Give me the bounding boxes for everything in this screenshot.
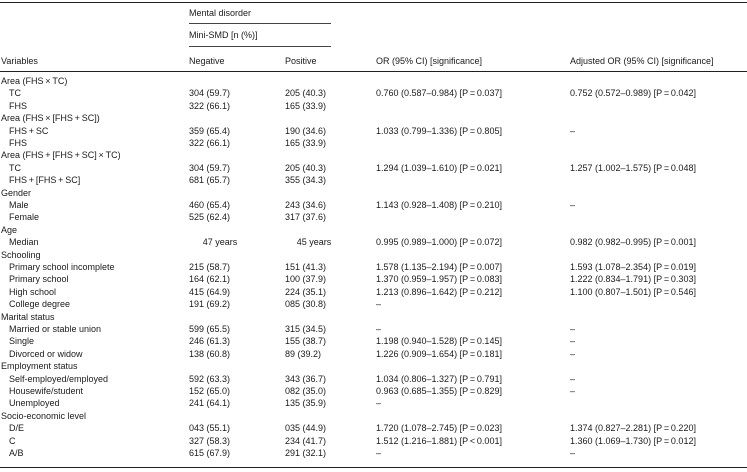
row-label: FHS	[9, 138, 27, 148]
adjusted-or-cell: –	[570, 374, 576, 384]
top-rule	[0, 2, 747, 3]
negative-cell: 525 (62.4)	[189, 212, 231, 222]
header-bottom-rule	[0, 71, 747, 72]
positive-cell: 224 (35.1)	[285, 287, 327, 297]
row-label: Self-employed/employed	[9, 374, 109, 384]
positive-cell: 291 (32.1)	[285, 448, 327, 458]
positive-cell: 151 (41.3)	[285, 262, 327, 272]
row-label: D/E	[9, 423, 25, 433]
negative-cell: 415 (64.9)	[189, 287, 231, 297]
section-label: Gender	[1, 188, 32, 198]
negative-cell: 246 (61.3)	[189, 336, 231, 346]
section-label: Socio-economic level	[1, 411, 87, 421]
positive-cell: 205 (40.3)	[285, 163, 327, 173]
or-cell: 1.370 (0.959–1.957) [P = 0.083]	[376, 274, 502, 284]
or-cell: –	[376, 448, 382, 458]
or-cell: 1.578 (1.135–2.194) [P = 0.007]	[376, 262, 502, 272]
or-cell: 1.512 (1.216–1.881) [P < 0.001]	[376, 436, 502, 446]
negative-cell: 599 (65.5)	[189, 324, 231, 334]
adjusted-or-cell: 1.222 (0.834–1.791) [P = 0.303]	[570, 274, 696, 284]
header-or: OR (95% CI) [significance]	[376, 56, 483, 66]
negative-cell: 327 (58.3)	[189, 436, 231, 446]
or-cell: 1.720 (1.078–2.745) [P = 0.023]	[376, 423, 502, 433]
positive-cell: 317 (37.6)	[285, 212, 327, 222]
row-label: TC	[9, 163, 21, 173]
positive-cell: 89 (39.2)	[285, 349, 322, 359]
or-cell: 0.995 (0.989–1.000) [P = 0.072]	[376, 237, 502, 247]
adjusted-or-cell: 1.257 (1.002–1.575) [P = 0.048]	[570, 163, 696, 173]
negative-cell: 138 (60.8)	[189, 349, 231, 359]
positive-cell: 315 (34.5)	[285, 324, 327, 334]
row-label: Female	[9, 212, 40, 222]
or-cell: 1.143 (0.928–1.408) [P = 0.210]	[376, 200, 502, 210]
row-label: Single	[9, 336, 35, 346]
negative-cell: 164 (62.1)	[189, 274, 231, 284]
negative-cell: 322 (66.1)	[189, 101, 231, 111]
or-cell: –	[376, 299, 382, 309]
negative-cell: 681 (65.7)	[189, 175, 231, 185]
adjusted-or-cell: –	[570, 448, 576, 458]
or-cell: 1.226 (0.909–1.654) [P = 0.181]	[376, 349, 502, 359]
positive-cell: 135 (35.9)	[285, 398, 327, 408]
negative-cell: 359 (65.4)	[189, 126, 231, 136]
negative-cell: 241 (64.1)	[189, 398, 231, 408]
negative-cell: 215 (58.7)	[189, 262, 231, 272]
or-cell: 1.198 (0.940–1.528) [P = 0.145]	[376, 336, 502, 346]
row-label: A/B	[9, 448, 24, 458]
section-label: Marital status	[1, 312, 55, 322]
adjusted-or-cell: 1.593 (1.078–2.354) [P = 0.019]	[570, 262, 696, 272]
adjusted-or-cell: 1.100 (0.807–1.501) [P = 0.546]	[570, 287, 696, 297]
or-cell: –	[376, 398, 382, 408]
instrument-rule	[189, 46, 331, 47]
negative-cell: 47 years	[202, 237, 238, 247]
row-label: Primary school incomplete	[9, 262, 115, 272]
adjusted-or-cell: –	[570, 386, 576, 396]
section-label: Age	[1, 225, 18, 235]
bottom-rule	[0, 467, 747, 468]
positive-cell: 343 (36.7)	[285, 374, 327, 384]
adjusted-or-cell: –	[570, 349, 576, 359]
section-label: Area (FHS × TC)	[1, 76, 68, 86]
adjusted-or-cell: 0.982 (0.982–0.995) [P = 0.001]	[570, 237, 696, 247]
positive-cell: 082 (35.0)	[285, 386, 327, 396]
positive-cell: 165 (33.9)	[285, 101, 327, 111]
row-label: FHS + [FHS + SC]	[9, 175, 81, 185]
header-group-label: Mental disorder	[189, 8, 252, 18]
negative-cell: 152 (65.0)	[189, 386, 231, 396]
header-positive: Positive	[285, 56, 317, 66]
header-negative: Negative	[189, 56, 225, 66]
adjusted-or-cell: –	[570, 324, 576, 334]
positive-cell: 355 (34.3)	[285, 175, 327, 185]
or-cell: 0.963 (0.685–1.355) [P = 0.829]	[376, 386, 502, 396]
row-label: Unemployed	[9, 398, 60, 408]
positive-cell: 190 (34.6)	[285, 126, 327, 136]
row-label: Divorced or widow	[9, 349, 83, 359]
row-label: C	[9, 436, 16, 446]
positive-cell: 243 (34.6)	[285, 200, 327, 210]
row-label: Housewife/student	[9, 386, 84, 396]
negative-cell: 460 (65.4)	[189, 200, 231, 210]
row-label: FHS	[9, 101, 27, 111]
positive-cell: 085 (30.8)	[285, 299, 327, 309]
adjusted-or-cell: –	[570, 200, 576, 210]
row-label: College degree	[9, 299, 71, 309]
or-cell: –	[376, 324, 382, 334]
row-label: Primary school	[9, 274, 69, 284]
section-label: Employment status	[1, 361, 78, 371]
or-cell: 1.034 (0.806–1.327) [P = 0.791]	[376, 374, 502, 384]
adjusted-or-cell: 0.752 (0.572–0.989) [P = 0.042]	[570, 88, 696, 98]
adjusted-or-cell: –	[570, 126, 576, 136]
adjusted-or-cell: 1.374 (0.827–2.281) [P = 0.220]	[570, 423, 696, 433]
section-label: Area (FHS × [FHS + SC])	[1, 113, 100, 123]
or-cell: 1.213 (0.896–1.642) [P = 0.212]	[376, 287, 502, 297]
positive-cell: 45 years	[296, 237, 332, 247]
row-label: Median	[9, 237, 39, 247]
positive-cell: 100 (37.9)	[285, 274, 327, 284]
row-label: High school	[9, 287, 57, 297]
negative-cell: 592 (63.3)	[189, 374, 231, 384]
negative-cell: 191 (69.2)	[189, 299, 231, 309]
header-variables: Variables	[1, 56, 38, 66]
positive-cell: 035 (44.9)	[285, 423, 327, 433]
row-label: Married or stable union	[9, 324, 102, 334]
negative-cell: 043 (55.1)	[189, 423, 231, 433]
adjusted-or-cell: 1.360 (1.069–1.730) [P = 0.012]	[570, 436, 696, 446]
or-cell: 1.033 (0.799–1.336) [P = 0.805]	[376, 126, 502, 136]
header-adjusted-or: Adjusted OR (95% CI) [significance]	[570, 56, 714, 66]
section-label: Schooling	[1, 250, 41, 260]
positive-cell: 165 (33.9)	[285, 138, 327, 148]
positive-cell: 234 (41.7)	[285, 436, 327, 446]
positive-cell: 205 (40.3)	[285, 88, 327, 98]
negative-cell: 322 (66.1)	[189, 138, 231, 148]
row-label: FHS + SC	[9, 126, 49, 136]
header-instrument-label: Mini-SMD [n (%)]	[189, 30, 258, 40]
or-cell: 1.294 (1.039–1.610) [P = 0.021]	[376, 163, 502, 173]
row-label: TC	[9, 88, 21, 98]
group-rule	[189, 23, 331, 24]
section-label: Area (FHS + [FHS + SC] × TC)	[1, 150, 121, 160]
negative-cell: 304 (59.7)	[189, 88, 231, 98]
or-cell: 0.760 (0.587–0.984) [P = 0.037]	[376, 88, 502, 98]
negative-cell: 304 (59.7)	[189, 163, 231, 173]
row-label: Male	[9, 200, 29, 210]
negative-cell: 615 (67.9)	[189, 448, 231, 458]
positive-cell: 155 (38.7)	[285, 336, 327, 346]
adjusted-or-cell: –	[570, 336, 576, 346]
